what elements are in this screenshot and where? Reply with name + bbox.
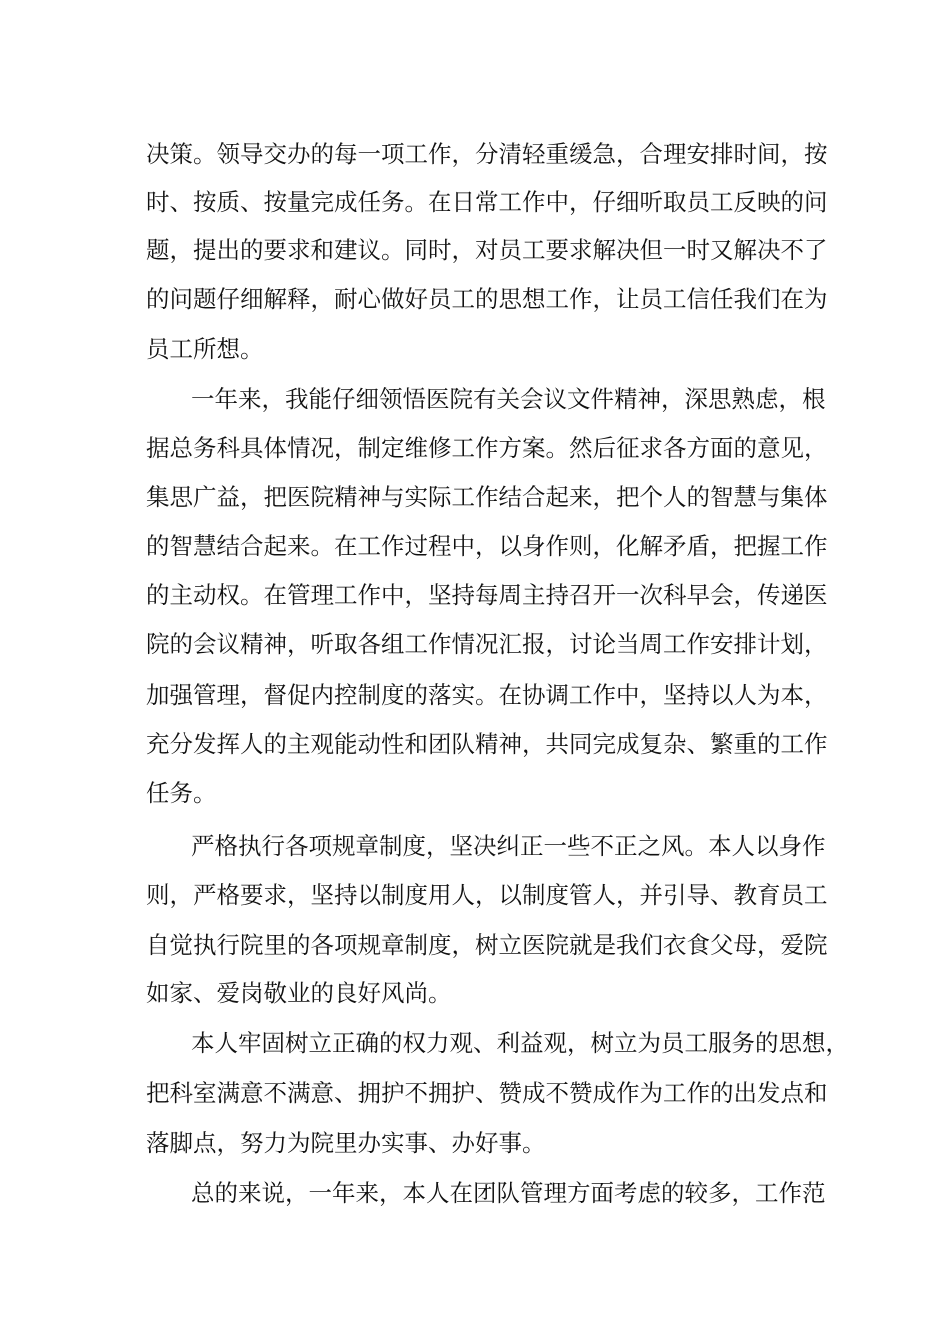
text-line: 把科室满意不满意、拥护不拥护、赞成不赞成作为工作的出发点和 <box>146 1079 828 1107</box>
text-line: 充分发挥人的主观能动性和团队精神，共同完成复杂、繁重的工作 <box>146 730 828 758</box>
text-line: 自觉执行院里的各项规章制度，树立医院就是我们衣食父母，爱院 <box>146 931 828 959</box>
text-line: 的智慧结合起来。在工作过程中，以身作则，化解矛盾，把握工作 <box>146 532 828 560</box>
text-line: 一年来，我能仔细领悟医院有关会议文件精神，深思熟虑，根 <box>191 385 826 413</box>
text-line: 任务。 <box>146 779 217 807</box>
text-line: 决策。领导交办的每一项工作，分清轻重缓急，合理安排时间，按 <box>146 140 828 168</box>
text-line: 如家、爱岗敬业的良好风尚。 <box>146 979 452 1007</box>
text-line: 本人牢固树立正确的权力观、利益观，树立为员工服务的思想， <box>191 1029 849 1057</box>
text-line: 加强管理，督促内控制度的落实。在协调工作中，坚持以人为本， <box>146 681 828 709</box>
text-line: 总的来说，一年来，本人在团队管理方面考虑的较多，工作范 <box>191 1179 826 1207</box>
text-line: 员工所想。 <box>146 335 264 363</box>
text-line: 落脚点，努力为院里办实事、办好事。 <box>146 1129 546 1157</box>
text-line: 则，严格要求，坚持以制度用人，以制度管人，并引导、教育员工 <box>146 881 828 909</box>
text-line: 时、按质、按量完成任务。在日常工作中，仔细听取员工反映的问 <box>146 188 828 216</box>
text-line: 的问题仔细解释，耐心做好员工的思想工作，让员工信任我们在为 <box>146 285 828 313</box>
text-line: 的主动权。在管理工作中，坚持每周主持召开一次科早会，传递医 <box>146 581 828 609</box>
text-line: 据总务科具体情况，制定维修工作方案。然后征求各方面的意见， <box>146 434 828 462</box>
text-line: 集思广益，把医院精神与实际工作结合起来，把个人的智慧与集体 <box>146 483 828 511</box>
text-line: 题，提出的要求和建议。同时，对员工要求解决但一时又解决不了 <box>146 236 828 264</box>
text-line: 严格执行各项规章制度，坚决纠正一些不正之风。本人以身作 <box>191 832 826 860</box>
text-line: 院的会议精神，听取各组工作情况汇报，讨论当周工作安排计划， <box>146 630 828 658</box>
